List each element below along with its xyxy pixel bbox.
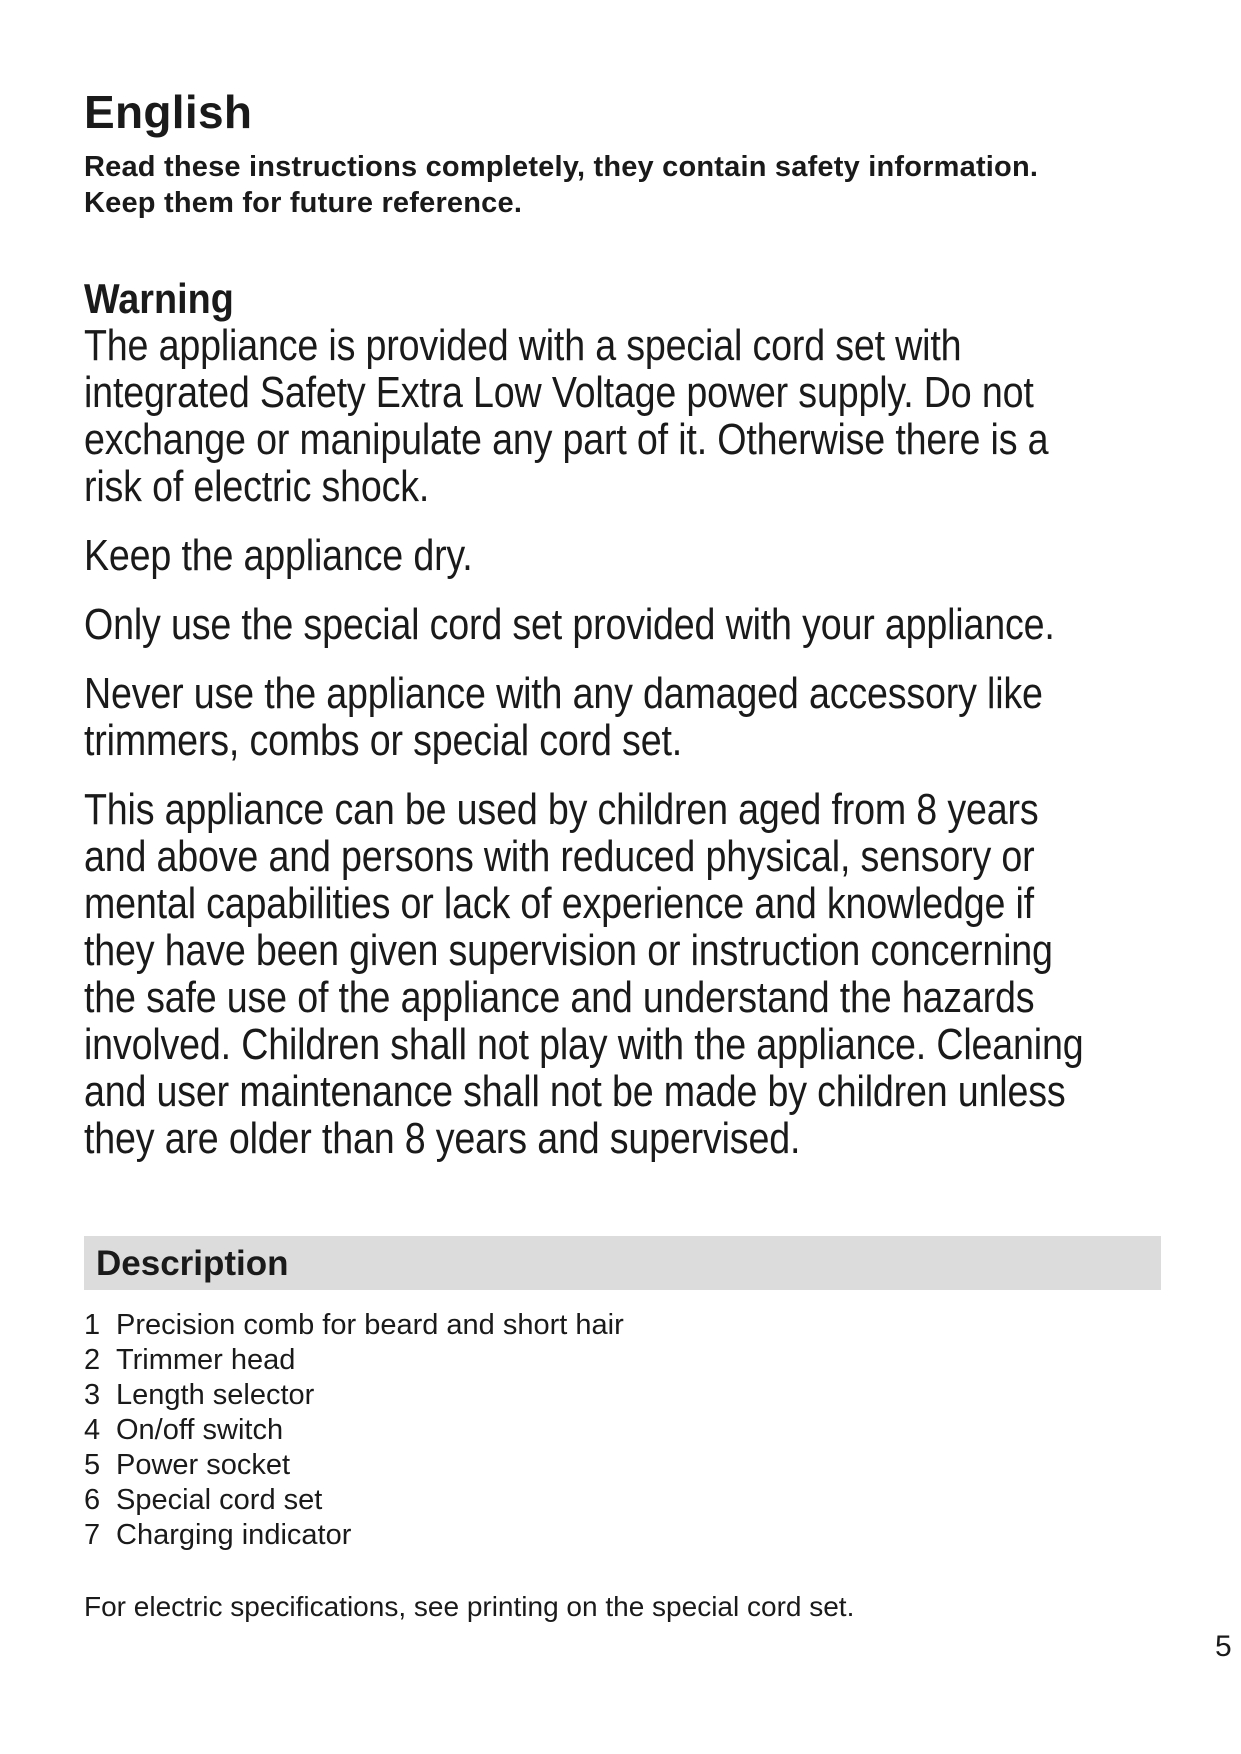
warning-line: and user maintenance shall not be made by children unless [84, 1067, 1066, 1116]
warning-line: they are older than 8 years and supervised. [84, 1114, 801, 1163]
warning-line: Keep the appliance dry. [84, 531, 473, 580]
warning-heading: Warning [84, 275, 234, 322]
item-label: Trimmer head [116, 1344, 296, 1376]
warning-line: risk of electric shock. [84, 462, 430, 511]
intro-line: Read these instructions completely, they contain safety information. [84, 151, 1039, 183]
item-number: 2 [84, 1344, 101, 1376]
item-number: 4 [84, 1414, 101, 1446]
warning-line: Never use the appliance with any damaged accessory like [84, 669, 1043, 718]
warning-line: and above and persons with reduced physical, sensory or [84, 832, 1035, 881]
list-item [84, 1483, 624, 1518]
item-label: On/off switch [116, 1414, 284, 1446]
intro-text [84, 149, 1174, 221]
warning-line: exchange or manipulate any part of it. Otherwise there is a [84, 415, 1049, 464]
warning-line: the safe use of the appliance and understand the hazards [84, 973, 1035, 1022]
list-item [84, 1308, 624, 1343]
description-heading: Description [96, 1244, 289, 1283]
warning-line: This appliance can be used by children aged from 8 years [84, 785, 1039, 834]
parts-list [84, 1308, 624, 1553]
electric-spec-note: For electric specifications, see printing on the special cord set. [84, 1591, 855, 1622]
item-number: 7 [84, 1519, 101, 1551]
item-label: Precision comb for beard and short hair [116, 1309, 624, 1341]
language-heading: English [84, 86, 253, 138]
warning-line: involved. Children shall not play with the appliance. Cleaning [84, 1020, 1084, 1069]
warning-line: The appliance is provided with a special cord set with [84, 321, 962, 370]
list-item [84, 1518, 624, 1553]
intro-line: Keep them for future reference. [84, 187, 523, 219]
warning-line: mental capabilities or lack of experience and knowledge if [84, 879, 1034, 928]
item-number: 5 [84, 1449, 101, 1481]
item-number: 3 [84, 1379, 101, 1411]
list-item [84, 1378, 624, 1413]
list-item [84, 1413, 624, 1448]
item-label: Length selector [116, 1379, 315, 1411]
warning-line: Only use the special cord set provided with your appliance. [84, 600, 1055, 649]
item-number: 6 [84, 1484, 101, 1516]
warning-paragraph [84, 786, 1144, 1162]
warning-paragraph [84, 532, 1144, 579]
item-label: Power socket [116, 1449, 291, 1481]
warning-paragraph [84, 601, 1144, 648]
warning-body [84, 322, 1241, 1184]
page-number: 5 [1215, 1630, 1232, 1663]
item-label: Charging indicator [116, 1519, 352, 1551]
warning-line: trimmers, combs or special cord set. [84, 716, 683, 765]
warning-paragraph [84, 322, 1144, 510]
item-label: Special cord set [116, 1484, 323, 1516]
warning-line: integrated Safety Extra Low Voltage power supply. Do not [84, 368, 1034, 417]
list-item [84, 1343, 624, 1378]
list-item [84, 1448, 624, 1483]
warning-line: they have been given supervision or instruction concerning [84, 926, 1053, 975]
warning-paragraph [84, 670, 1144, 764]
item-number: 1 [84, 1309, 101, 1341]
